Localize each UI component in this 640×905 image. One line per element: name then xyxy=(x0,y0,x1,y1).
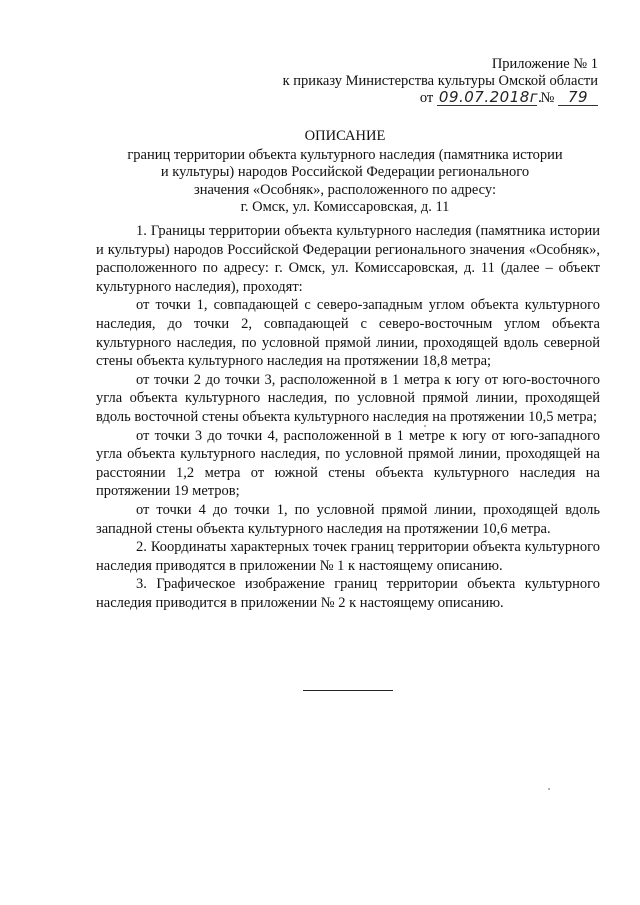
paragraph-segment-3-4: от точки 3 до точки 4, расположенной в 1 метре к югу от юго-западного угла объекта культурного наследия, по условной прямой линии, проходящей на расстоянии 1,2 метра от южной стены объекта культурного наследия на протяжении 19 метров; xyxy=(96,427,600,500)
handwritten-date: 09.07.2018г. xyxy=(438,88,544,106)
scan-speck xyxy=(548,788,550,790)
paragraph-graphic: 3. Графическое изображение границ территории объекта культурного наследия приводится в приложении № 2 к настоящему описанию. xyxy=(96,576,600,611)
number-prefix: № xyxy=(540,90,555,106)
paragraph-segment-2-3: от точки 2 до точки 3, расположенной в 1 метра к югу от юго-восточного угла объекта культурного наследия, по условной прямой линии, проходящей вдоль восточной стены объекта культурного наследия на протяжении 10,5 метра; xyxy=(96,371,600,425)
title-line: и культуры) народов Российской Федерации регионального xyxy=(160,164,530,180)
paragraph-boundaries: 1. Границы территории объекта культурного наследия (памятника истории и культуры) народов Российской Федерации регионального значения «Особняк», расположенного по адресу: г. Омск, ул. Комиссаровская, д. 11 (далее – объект культурного наследия), проходят: xyxy=(96,223,600,295)
paragraph-coordinates: 2. Координаты характерных точек границ территории объекта культурного наследия приводятся в приложении № 1 к настоящему описанию. xyxy=(96,539,600,574)
date-prefix: от xyxy=(419,90,434,106)
scan-speck xyxy=(424,425,426,427)
title-heading: ОПИСАНИЕ xyxy=(304,128,386,144)
document-title xyxy=(100,128,590,217)
end-divider-line xyxy=(303,690,393,691)
title-line: г. Омск, ул. Комиссаровская, д. 11 xyxy=(240,199,450,215)
title-line: значения «Особняк», расположенного по адресу: xyxy=(193,181,497,198)
appendix-label: Приложение № 1 xyxy=(491,56,598,72)
handwritten-number: 79 xyxy=(558,90,598,106)
paragraph-segment-1-2: от точки 1, совпадающей с северо-западным углом объекта культурного наследия, до точки 2, совпадающей с северо-восточным углом объекта культурного наследия, по условной прямой линии, проходящей вдоль северной стены объекта культурного наследия на протяжении 18,8 метра; xyxy=(96,297,600,370)
paragraph-segment-4-1: от точки 4 до точки 1, по условной прямой линии, проходящей вдоль западной стены объекта культурного наследия на протяжении 10,6 метра. xyxy=(96,501,600,537)
document-header xyxy=(283,56,598,107)
order-date-number-line xyxy=(283,90,598,107)
document-body xyxy=(96,222,600,612)
order-reference: к приказу Министерства культуры Омской области xyxy=(282,73,598,89)
title-line: границ территории объекта культурного наследия (памятника истории xyxy=(127,146,563,163)
